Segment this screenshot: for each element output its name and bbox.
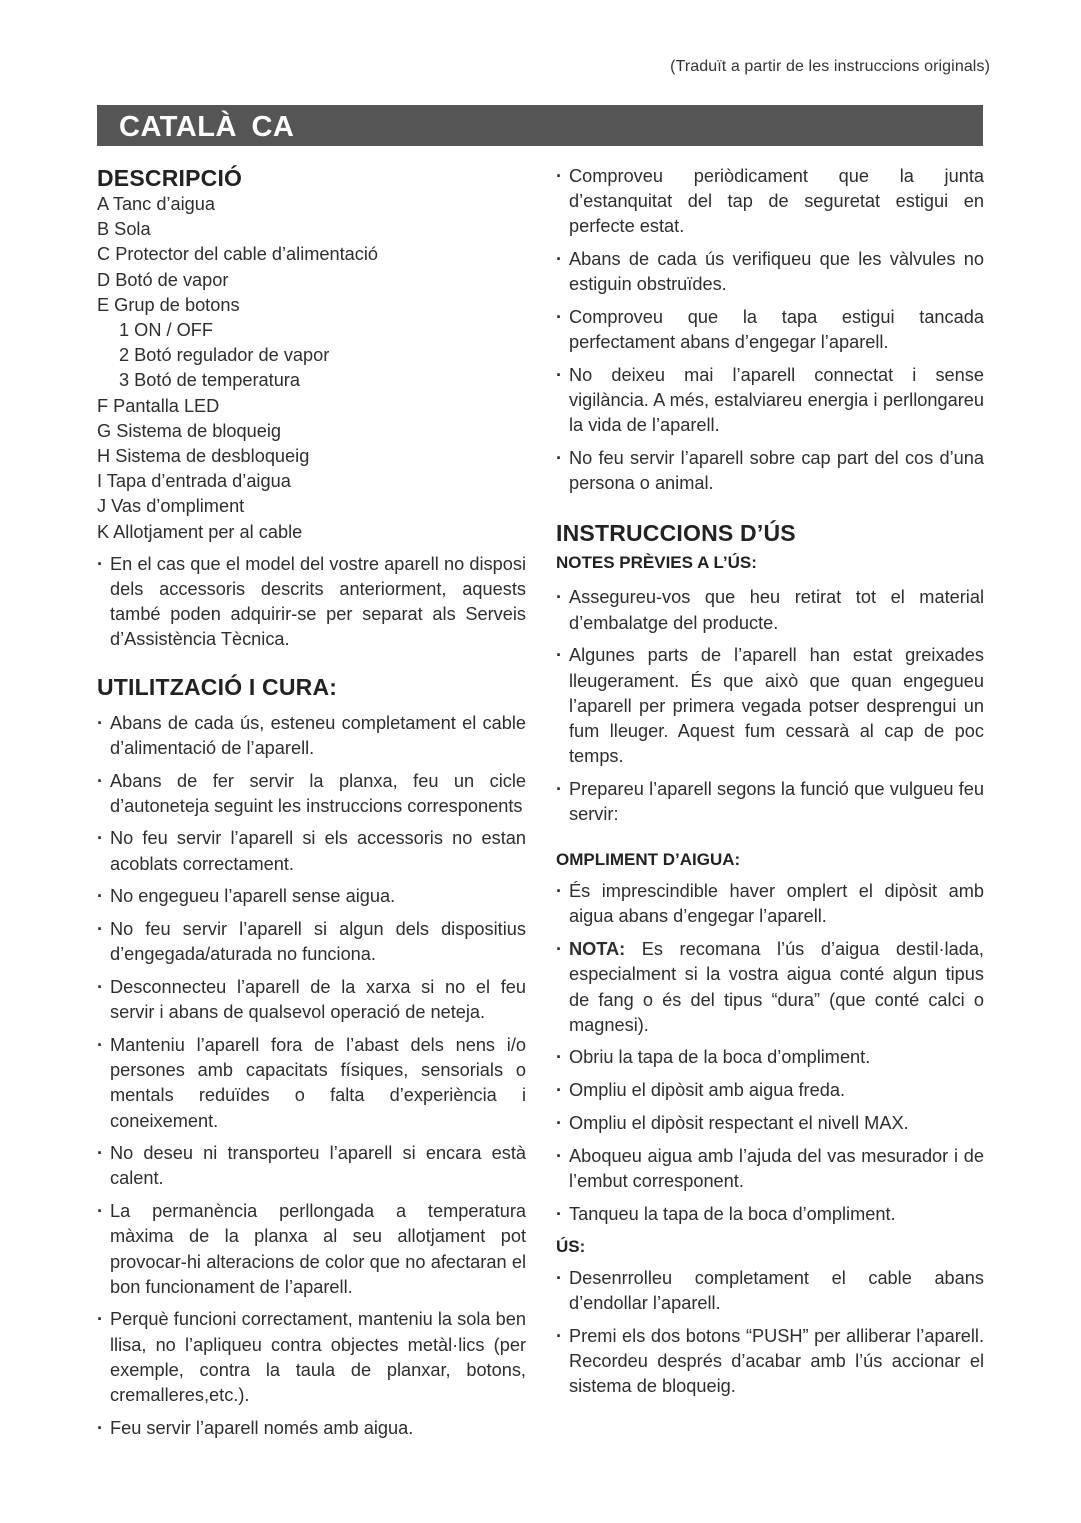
bullet-item: · En el cas que el model del vostre aparell no disposi dels accessoris descrits anteriorment, aquests també poden adquirir-se per separat als Serveis d’Assistència Tècnica. [97, 552, 526, 653]
bullet-item: · Comproveu periòdicament que la junta d’estanquitat del tap de seguretat estigui en perfecte estat. [556, 164, 984, 240]
bullet-item: · No deseu ni transporteu l’aparell si encara està calent. [97, 1141, 526, 1191]
bullet-item: · Perquè funcioni correctament, manteniu la sola ben llisa, no l’apliqueu contra objectes metàl·lics (per exemple, contra la taula de planxar, botons, cremalleres,etc.). [97, 1307, 526, 1408]
bullet-item: · Prepareu l’aparell segons la funció que vulgueu feu servir: [556, 777, 984, 827]
bullet-item: · Ompliu el dipòsit respectant el nivell MAX. [556, 1111, 984, 1136]
part-item: H Sistema de desbloqueig [97, 446, 310, 467]
bullet-item: · Assegureu-vos que heu retirat tot el material d’embalatge del producte. [556, 585, 984, 635]
bullet-item: · Manteniu l’aparell fora de l’abast dels nens i/o persones amb capacitats físiques, sensorials o mentals reduïdes o falta d’experiència i coneixement. [97, 1033, 526, 1134]
bullet-item: · Feu servir l’aparell només amb aigua. [97, 1416, 526, 1441]
parts-list [97, 192, 526, 545]
right-column [556, 164, 984, 1407]
bullet-item: · No engegueu l’aparell sense aigua. [97, 884, 526, 909]
use-care-continued-list [556, 164, 984, 496]
descripcio-heading: DESCRIPCIÓ [97, 165, 243, 191]
nota-bullet [556, 937, 984, 1038]
part-subitem: 1 ON / OFF [119, 320, 213, 341]
part-item: D Botó de vapor [97, 269, 229, 290]
bullet-item: · Desenrrolleu completament el cable abans d’endollar l’aparell. [556, 1266, 984, 1316]
bullet-item: · Aboqueu aigua amb l’ajuda del vas mesurador i de l’embut corresponent. [556, 1144, 984, 1194]
bullet-item: · Tanqueu la tapa de la boca d’ompliment. [556, 1202, 984, 1227]
part-item: J Vas d’ompliment [97, 496, 245, 517]
ompliment-heading: OMPLIMENT D’AIGUA: [556, 850, 741, 870]
nota-text: Es recomana l’ús d’aigua destil·lada, especialment si la vostra aigua conté algun tipus de fang o és del tipus “dura” (que conté calci o magnesi). [569, 939, 984, 1035]
part-subitem: 2 Botó regulador de vapor [119, 345, 330, 366]
bullet-item: · No feu servir l’aparell si els accessoris no estan acoblats correctament. [97, 826, 526, 876]
use-care-list [97, 711, 526, 1441]
us-heading: ÚS: [556, 1236, 586, 1256]
part-item: C Protector del cable d’alimentació [97, 244, 379, 265]
bullet-item: · La permanència perllongada a temperatura màxima de la planxa al seu allotjament pot provocar-hi alteracions de color que no afectaran el bon funcionament de l’aparell. [97, 1199, 526, 1300]
part-item: E Grup de botons [97, 294, 240, 315]
bullet-item: · Abans de cada ús verifiqueu que les vàlvules no estiguin obstruïdes. [556, 247, 984, 297]
bullet-item: · No feu servir l’aparell sobre cap part del cos d’una persona o animal. [556, 446, 984, 496]
bullet-item: · No feu servir l’aparell si algun dels dispositius d’engegada/aturada no funciona. [97, 917, 526, 967]
part-subitem: 3 Botó de temperatura [119, 370, 300, 391]
part-item: A Tanc d’aigua [97, 194, 215, 214]
language-title: CATALÀ CA [119, 111, 295, 143]
us-list [556, 1266, 984, 1400]
accessories-note [97, 552, 526, 653]
bullet-item: · Abans de fer servir la planxa, feu un cicle d’autoneteja seguint les instruccions corresponents [97, 769, 526, 819]
bullet-item: · Algunes parts de l’aparell han estat greixades lleugerament. És que això que quan engegueu l’aparell per primera vegada potser desprengui un fum lleuger. Aquest fum cessarà al cap de poc temps. [556, 643, 984, 769]
bullet-item: · És imprescindible haver omplert el dipòsit amb aigua abans d’engegar l’aparell. [556, 879, 984, 929]
bullet-item: · Obriu la tapa de la boca d’ompliment. [556, 1045, 984, 1070]
notes-list [556, 585, 984, 827]
filling-list [556, 879, 984, 1226]
part-item: G Sistema de bloqueig [97, 420, 282, 441]
bullet-item: · Ompliu el dipòsit amb aigua freda. [556, 1078, 984, 1103]
left-column [97, 162, 526, 1448]
nota-label: NOTA: [569, 939, 626, 960]
part-item: K Allotjament per al cable [97, 521, 303, 542]
bullet-item: · No deixeu mai l’aparell connectat i sense vigilància. A més, estalviareu energia i perllongareu la vida de l’aparell. [556, 363, 984, 439]
language-header-bar [97, 105, 983, 146]
bullet-item: · Desconnecteu l’aparell de la xarxa si no el feu servir i abans de qualsevol operació de neteja. [97, 975, 526, 1025]
part-item: B Sola [97, 219, 151, 240]
bullet-item: · Comproveu que la tapa estigui tancada perfectament abans d’engegar l’aparell. [556, 305, 984, 355]
utilitzacio-heading: UTILITZACIÓ I CURA: [97, 673, 338, 700]
translation-note: (Traduït a partir de les instruccions originals) [670, 58, 990, 75]
notes-previes-heading: NOTES PRÈVIES A L’ÚS: [556, 553, 757, 573]
instruccions-heading: INSTRUCCIONS D’ÚS [556, 520, 796, 547]
bullet-item: · Abans de cada ús, esteneu completament el cable d’alimentació de l’aparell. [97, 711, 526, 761]
bullet-item: · Premi els dos botons “PUSH” per alliberar l’aparell. Recordeu després d’acabar amb l’ús accionar el sistema de bloqueig. [556, 1324, 984, 1400]
part-item: F Pantalla LED [97, 395, 220, 416]
part-item: I Tapa d’entrada d’aigua [97, 471, 291, 492]
